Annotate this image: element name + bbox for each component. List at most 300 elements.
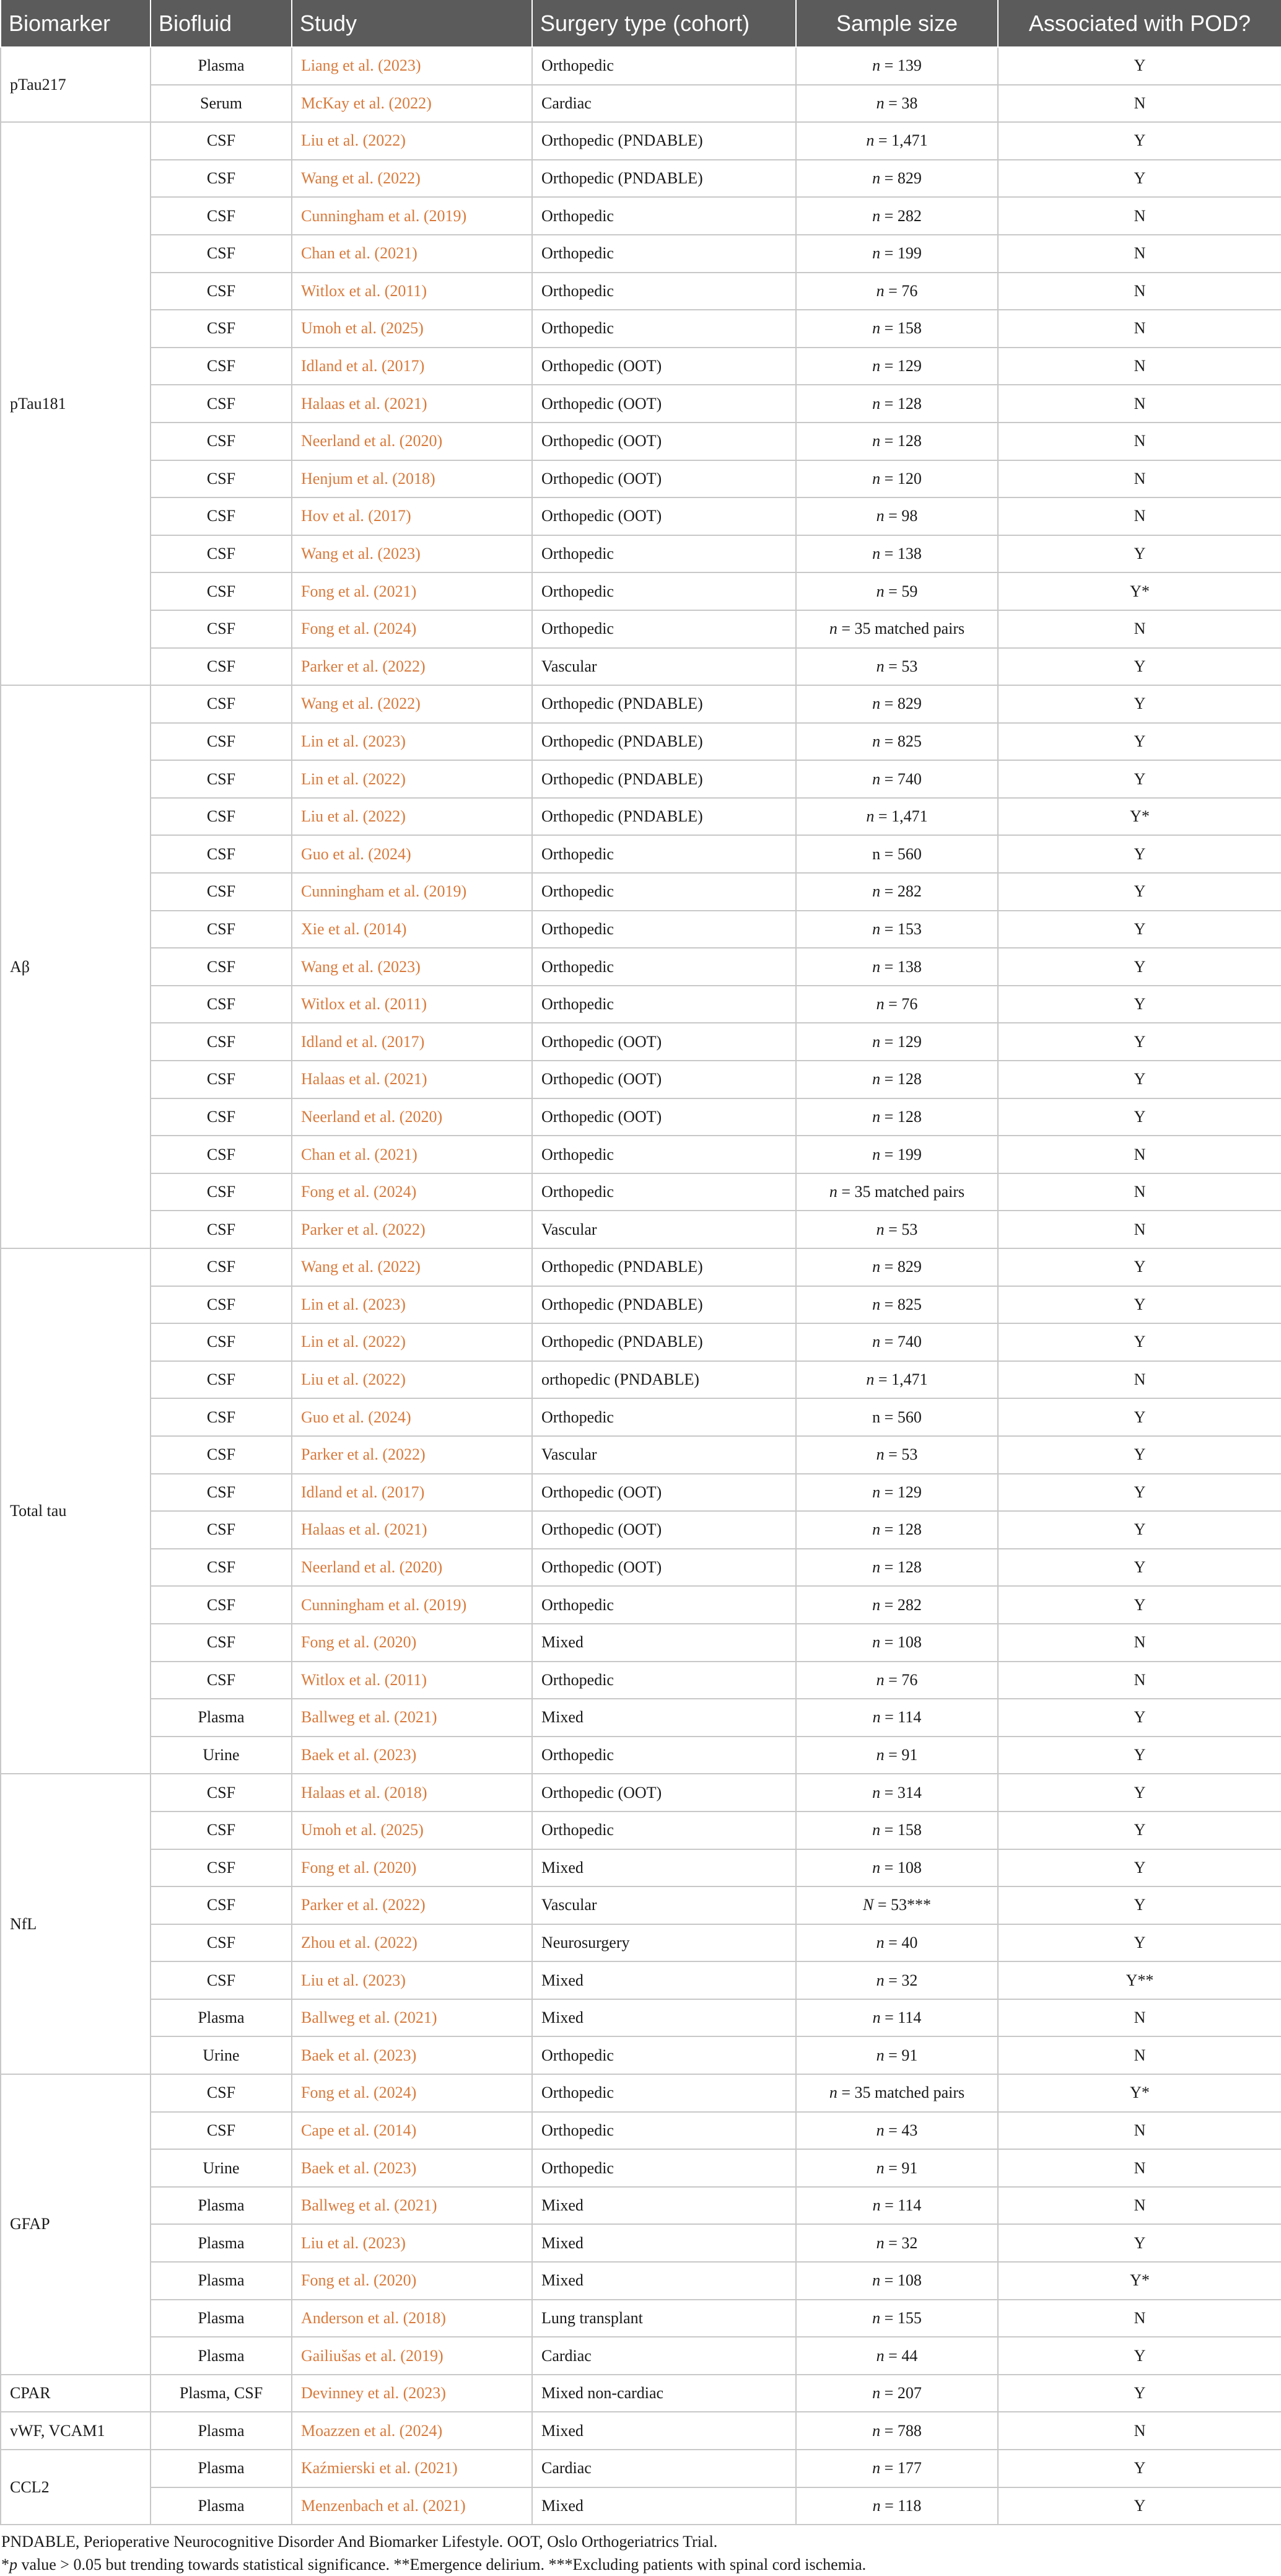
study-link[interactable]: Guo et al. (2024) — [292, 1398, 532, 1436]
table-row — [1, 1961, 1281, 1999]
pod-association-cell: Y — [998, 1774, 1281, 1812]
biofluid-cell: Serum — [151, 85, 292, 123]
pod-association-cell: Y — [998, 723, 1281, 761]
surgery-type-cell: Mixed — [532, 2224, 796, 2262]
study-link[interactable]: Chan et al. (2021) — [292, 235, 532, 273]
surgery-type-cell: Orthopedic — [532, 1737, 796, 1774]
biofluid-cell: CSF — [151, 1211, 292, 1248]
surgery-type-cell: Orthopedic — [532, 610, 796, 648]
table-row — [1, 1361, 1281, 1399]
study-link[interactable]: Fong et al. (2020) — [292, 1849, 532, 1887]
sample-size-cell: n = 177 — [796, 2450, 998, 2487]
pod-association-cell: Y — [998, 1248, 1281, 1286]
pod-association-cell: Y** — [998, 1961, 1281, 1999]
pod-association-cell: N — [998, 2187, 1281, 2225]
biomarker-cell: pTau217 — [1, 47, 151, 122]
sample-size-cell: n = 32 — [796, 2224, 998, 2262]
table-row — [1, 2112, 1281, 2150]
table-row — [1, 2337, 1281, 2375]
study-link[interactable]: Cunningham et al. (2019) — [292, 873, 532, 911]
pod-association-cell: Y — [998, 2450, 1281, 2487]
surgery-type-cell: Orthopedic — [532, 1812, 796, 1849]
study-link[interactable]: Liu et al. (2022) — [292, 1361, 532, 1399]
table-row — [1, 2036, 1281, 2074]
study-link[interactable]: Liu et al. (2023) — [292, 2224, 532, 2262]
surgery-type-cell: Orthopedic — [532, 2149, 796, 2187]
biomarker-cell: NfL — [1, 1774, 151, 2074]
study-link[interactable]: Fong et al. (2024) — [292, 1173, 532, 1211]
biofluid-cell: CSF — [151, 648, 292, 686]
biofluid-cell: CSF — [151, 273, 292, 310]
surgery-type-cell: Orthopedic (OOT) — [532, 1098, 796, 1136]
surgery-type-cell: Mixed — [532, 2262, 796, 2300]
table-row — [1, 1286, 1281, 1324]
pod-association-cell: Y — [998, 1586, 1281, 1624]
table-row — [1, 235, 1281, 273]
biofluid-cell: CSF — [151, 1286, 292, 1324]
biofluid-cell: Plasma — [151, 47, 292, 85]
study-link[interactable]: Fong et al. (2020) — [292, 2262, 532, 2300]
pod-association-cell: Y* — [998, 2074, 1281, 2112]
table-row — [1, 273, 1281, 310]
biomarker-cell: vWF, VCAM1 — [1, 2412, 151, 2450]
table-row — [1, 1812, 1281, 1849]
study-link[interactable]: Moazzen et al. (2024) — [292, 2412, 532, 2450]
surgery-type-cell: Orthopedic — [532, 986, 796, 1023]
pod-association-cell: Y — [998, 1886, 1281, 1924]
pod-association-cell: N — [998, 197, 1281, 235]
table-row — [1, 1398, 1281, 1436]
study-link[interactable]: Witlox et al. (2011) — [292, 1662, 532, 1699]
pod-association-cell: N — [998, 497, 1281, 535]
study-link[interactable]: Liu et al. (2022) — [292, 122, 532, 160]
sample-size-cell: n = 158 — [796, 310, 998, 348]
sample-size-cell: n = 560 — [796, 1398, 998, 1436]
surgery-type-cell: orthopedic (PNDABLE) — [532, 1361, 796, 1399]
biofluid-cell: CSF — [151, 1961, 292, 1999]
pod-association-cell: N — [998, 1624, 1281, 1662]
sample-size-cell: N = 53*** — [796, 1886, 998, 1924]
table-body — [1, 47, 1281, 2525]
sample-size-cell: n = 825 — [796, 723, 998, 761]
study-link[interactable]: Ballweg et al. (2021) — [292, 1699, 532, 1737]
surgery-type-cell: Orthopedic — [532, 572, 796, 610]
study-link[interactable]: Neerland et al. (2020) — [292, 1549, 532, 1587]
biofluid-cell: CSF — [151, 948, 292, 986]
study-link[interactable]: Hov et al. (2017) — [292, 497, 532, 535]
table-row — [1, 535, 1281, 573]
sample-size-cell: n = 199 — [796, 1136, 998, 1173]
table-row — [1, 1474, 1281, 1512]
table-row — [1, 1211, 1281, 1248]
biofluid-cell: Plasma — [151, 2187, 292, 2225]
header-associated-pod: Associated with POD? — [998, 0, 1281, 47]
pod-association-cell: N — [998, 423, 1281, 460]
table-row — [1, 1886, 1281, 1924]
surgery-type-cell: Orthopedic — [532, 2036, 796, 2074]
sample-size-cell: n = 35 matched pairs — [796, 2074, 998, 2112]
biomarker-cell: Aβ — [1, 685, 151, 1248]
biofluid-cell: Plasma — [151, 2224, 292, 2262]
surgery-type-cell: Orthopedic (OOT) — [532, 1774, 796, 1812]
surgery-type-cell: Orthopedic (OOT) — [532, 1061, 796, 1098]
surgery-type-cell: Orthopedic — [532, 1136, 796, 1173]
study-link[interactable]: Fong et al. (2024) — [292, 2074, 532, 2112]
sample-size-cell: n = 825 — [796, 1286, 998, 1324]
study-link[interactable]: Kaźmierski et al. (2021) — [292, 2450, 532, 2487]
pod-association-cell: Y — [998, 1098, 1281, 1136]
pod-association-cell: Y — [998, 1286, 1281, 1324]
table-row — [1, 873, 1281, 911]
table-row — [1, 760, 1281, 798]
sample-size-cell: n = 158 — [796, 1812, 998, 1849]
surgery-type-cell: Mixed — [532, 1999, 796, 2037]
sample-size-cell: n = 120 — [796, 460, 998, 498]
biofluid-cell: CSF — [151, 1849, 292, 1887]
pod-association-cell: Y — [998, 873, 1281, 911]
table-row — [1, 1023, 1281, 1061]
surgery-type-cell: Orthopedic — [532, 2074, 796, 2112]
surgery-type-cell: Orthopedic — [532, 948, 796, 986]
surgery-type-cell: Orthopedic (OOT) — [532, 1023, 796, 1061]
biofluid-cell: CSF — [151, 572, 292, 610]
table-row — [1, 1699, 1281, 1737]
study-link[interactable]: Ballweg et al. (2021) — [292, 1999, 532, 2037]
table-row — [1, 2187, 1281, 2225]
sample-size-cell: n = 207 — [796, 2375, 998, 2412]
sample-size-cell: n = 740 — [796, 760, 998, 798]
study-link[interactable]: Halaas et al. (2021) — [292, 1511, 532, 1549]
study-link[interactable]: Chan et al. (2021) — [292, 1136, 532, 1173]
pod-association-cell: N — [998, 1662, 1281, 1699]
pod-association-cell: Y — [998, 1812, 1281, 1849]
biofluid-cell: CSF — [151, 122, 292, 160]
study-link[interactable]: Neerland et al. (2020) — [292, 423, 532, 460]
study-link[interactable]: Witlox et al. (2011) — [292, 273, 532, 310]
sample-size-cell: n = 118 — [796, 2487, 998, 2525]
pod-association-cell: Y — [998, 1924, 1281, 1962]
pod-association-cell: N — [998, 2112, 1281, 2150]
biofluid-cell: CSF — [151, 2112, 292, 2150]
study-link[interactable]: Halaas et al. (2021) — [292, 1061, 532, 1098]
table-row — [1, 2412, 1281, 2450]
header-study: Study — [292, 0, 532, 47]
surgery-type-cell: Orthopedic (OOT) — [532, 385, 796, 423]
sample-size-cell: n = 129 — [796, 1474, 998, 1512]
pod-association-cell: Y — [998, 948, 1281, 986]
surgery-type-cell: Orthopedic — [532, 1173, 796, 1211]
study-link[interactable]: Wang et al. (2023) — [292, 948, 532, 986]
study-link[interactable]: Devinney et al. (2023) — [292, 2375, 532, 2412]
table-row — [1, 1662, 1281, 1699]
sample-size-cell: n = 53 — [796, 1211, 998, 1248]
surgery-type-cell: Orthopedic — [532, 1398, 796, 1436]
table-row — [1, 385, 1281, 423]
surgery-type-cell: Vascular — [532, 1886, 796, 1924]
study-link[interactable]: Wang et al. (2023) — [292, 535, 532, 573]
table-row — [1, 160, 1281, 198]
surgery-type-cell: Orthopedic — [532, 2112, 796, 2150]
biomarker-cell: Total tau — [1, 1248, 151, 1774]
table-row — [1, 685, 1281, 723]
surgery-type-cell: Orthopedic — [532, 273, 796, 310]
study-link[interactable]: Anderson et al. (2018) — [292, 2300, 532, 2337]
surgery-type-cell: Orthopedic (PNDABLE) — [532, 1286, 796, 1324]
surgery-type-cell: Cardiac — [532, 2337, 796, 2375]
sample-size-cell: n = 114 — [796, 1999, 998, 2037]
study-link[interactable]: Zhou et al. (2022) — [292, 1924, 532, 1962]
study-link[interactable]: Fong et al. (2024) — [292, 610, 532, 648]
table-row — [1, 1323, 1281, 1361]
table-row — [1, 835, 1281, 873]
sample-size-cell: n = 114 — [796, 2187, 998, 2225]
surgery-type-cell: Orthopedic (PNDABLE) — [532, 723, 796, 761]
biomarker-cell: pTau181 — [1, 122, 151, 685]
surgery-type-cell: Orthopedic (PNDABLE) — [532, 160, 796, 198]
pod-association-cell: Y — [998, 1511, 1281, 1549]
study-link[interactable]: Wang et al. (2022) — [292, 1248, 532, 1286]
header-sample-size: Sample size — [796, 0, 998, 47]
biofluid-cell: CSF — [151, 1173, 292, 1211]
study-link[interactable]: Lin et al. (2023) — [292, 1286, 532, 1324]
biomarker-cell: CCL2 — [1, 2450, 151, 2525]
sample-size-cell: n = 829 — [796, 685, 998, 723]
sample-size-cell: n = 740 — [796, 1323, 998, 1361]
table-row — [1, 2300, 1281, 2337]
pod-association-cell: Y — [998, 535, 1281, 573]
study-link[interactable]: Umoh et al. (2025) — [292, 310, 532, 348]
sample-size-cell: n = 128 — [796, 385, 998, 423]
biofluid-cell: Plasma — [151, 2412, 292, 2450]
sample-size-cell: n = 129 — [796, 1023, 998, 1061]
pod-association-cell: Y — [998, 2337, 1281, 2375]
table-row — [1, 1999, 1281, 2037]
sample-size-cell: n = 788 — [796, 2412, 998, 2450]
sample-size-cell: n = 76 — [796, 273, 998, 310]
footnote-significance: *p value > 0.05 but trending towards statistical significance. **Emergence delirium. ***Excluding patients with spinal cord ischemia. — [1, 2556, 867, 2574]
biomarker-cell: GFAP — [1, 2074, 151, 2375]
surgery-type-cell: Mixed — [532, 1849, 796, 1887]
study-link[interactable]: Neerland et al. (2020) — [292, 1098, 532, 1136]
biomarker-cell: CPAR — [1, 2375, 151, 2412]
biofluid-cell: CSF — [151, 1886, 292, 1924]
study-link[interactable]: Liang et al. (2023) — [292, 47, 532, 85]
biofluid-cell: CSF — [151, 610, 292, 648]
pod-association-cell: Y — [998, 160, 1281, 198]
surgery-type-cell: Neurosurgery — [532, 1924, 796, 1962]
surgery-type-cell: Orthopedic (OOT) — [532, 348, 796, 385]
biofluid-cell: CSF — [151, 1586, 292, 1624]
pod-association-cell: Y — [998, 986, 1281, 1023]
table-row — [1, 497, 1281, 535]
surgery-type-cell: Orthopedic (PNDABLE) — [532, 122, 796, 160]
study-link[interactable]: Guo et al. (2024) — [292, 835, 532, 873]
pod-association-cell: N — [998, 1999, 1281, 2037]
surgery-type-cell: Orthopedic (PNDABLE) — [532, 685, 796, 723]
surgery-type-cell: Mixed — [532, 1699, 796, 1737]
surgery-type-cell: Orthopedic — [532, 535, 796, 573]
table-row — [1, 723, 1281, 761]
study-link[interactable]: Cunningham et al. (2019) — [292, 1586, 532, 1624]
sample-size-cell: n = 32 — [796, 1961, 998, 1999]
biofluid-cell: CSF — [151, 1662, 292, 1699]
biofluid-cell: CSF — [151, 1061, 292, 1098]
pod-association-cell: Y — [998, 2487, 1281, 2525]
study-link[interactable]: Baek et al. (2023) — [292, 2149, 532, 2187]
header-biofluid: Biofluid — [151, 0, 292, 47]
biofluid-cell: CSF — [151, 723, 292, 761]
pod-association-cell: N — [998, 310, 1281, 348]
study-link[interactable]: Wang et al. (2022) — [292, 685, 532, 723]
biofluid-cell: CSF — [151, 1361, 292, 1399]
study-link[interactable]: Idland et al. (2017) — [292, 1474, 532, 1512]
biofluid-cell: Plasma — [151, 1699, 292, 1737]
table-row — [1, 1549, 1281, 1587]
biofluid-cell: CSF — [151, 1436, 292, 1474]
study-link[interactable]: Cape et al. (2014) — [292, 2112, 532, 2150]
study-link[interactable]: Baek et al. (2023) — [292, 2036, 532, 2074]
sample-size-cell: n = 53 — [796, 1436, 998, 1474]
pod-association-cell: N — [998, 385, 1281, 423]
sample-size-cell: n = 53 — [796, 648, 998, 686]
surgery-type-cell: Orthopedic — [532, 197, 796, 235]
biofluid-cell: CSF — [151, 1323, 292, 1361]
study-link[interactable]: Cunningham et al. (2019) — [292, 197, 532, 235]
biofluid-cell: CSF — [151, 1924, 292, 1962]
biofluid-cell: CSF — [151, 385, 292, 423]
table-row — [1, 1173, 1281, 1211]
study-link[interactable]: Parker et al. (2022) — [292, 648, 532, 686]
table-row — [1, 423, 1281, 460]
study-link[interactable]: Halaas et al. (2021) — [292, 385, 532, 423]
footnote-abbreviations: PNDABLE, Perioperative Neurocognitive Disorder And Biomarker Lifestyle. OOT, Oslo Orthogeriatrics Trial. — [1, 2533, 718, 2551]
table-row — [1, 572, 1281, 610]
sample-size-cell: n = 314 — [796, 1774, 998, 1812]
surgery-type-cell: Orthopedic — [532, 873, 796, 911]
surgery-type-cell: Orthopedic (OOT) — [532, 423, 796, 460]
biofluid-cell: CSF — [151, 685, 292, 723]
study-link[interactable]: Lin et al. (2023) — [292, 723, 532, 761]
sample-size-cell: n = 91 — [796, 1737, 998, 1774]
study-link[interactable]: Lin et al. (2022) — [292, 760, 532, 798]
study-link[interactable]: Parker et al. (2022) — [292, 1211, 532, 1248]
surgery-type-cell: Orthopedic (OOT) — [532, 1511, 796, 1549]
table-row — [1, 1924, 1281, 1962]
surgery-type-cell: Orthopedic — [532, 310, 796, 348]
biofluid-cell: CSF — [151, 160, 292, 198]
sample-size-cell: n = 128 — [796, 423, 998, 460]
table-row — [1, 1098, 1281, 1136]
table-row — [1, 2375, 1281, 2412]
biofluid-cell: CSF — [151, 1023, 292, 1061]
study-link[interactable]: Baek et al. (2023) — [292, 1737, 532, 1774]
header-surgery-type: Surgery type (cohort) — [532, 0, 796, 47]
table-row — [1, 1511, 1281, 1549]
table-row — [1, 310, 1281, 348]
pod-association-cell: Y — [998, 1398, 1281, 1436]
pod-association-cell: N — [998, 273, 1281, 310]
biofluid-cell: CSF — [151, 1136, 292, 1173]
header-biomarker: Biomarker — [1, 0, 151, 47]
sample-size-cell: n = 114 — [796, 1699, 998, 1737]
biofluid-cell: Urine — [151, 2036, 292, 2074]
table-row — [1, 1586, 1281, 1624]
study-link[interactable]: Liu et al. (2022) — [292, 798, 532, 836]
sample-size-cell: n = 560 — [796, 835, 998, 873]
sample-size-cell: n = 40 — [796, 1924, 998, 1962]
study-link[interactable]: Ballweg et al. (2021) — [292, 2187, 532, 2225]
pod-association-cell: Y — [998, 835, 1281, 873]
biofluid-cell: CSF — [151, 1774, 292, 1812]
surgery-type-cell: Mixed — [532, 1961, 796, 1999]
study-link[interactable]: Menzenbach et al. (2021) — [292, 2487, 532, 2525]
pod-association-cell: Y* — [998, 2262, 1281, 2300]
study-link[interactable]: Lin et al. (2022) — [292, 1323, 532, 1361]
biofluid-cell: Plasma — [151, 2450, 292, 2487]
pod-association-cell: Y* — [998, 572, 1281, 610]
sample-size-cell: n = 108 — [796, 1849, 998, 1887]
table-row — [1, 986, 1281, 1023]
surgery-type-cell: Orthopedic (PNDABLE) — [532, 1323, 796, 1361]
pod-association-cell: Y — [998, 685, 1281, 723]
pod-association-cell: N — [998, 1361, 1281, 1399]
pod-association-cell: N — [998, 85, 1281, 123]
study-link[interactable]: Witlox et al. (2011) — [292, 986, 532, 1023]
study-link[interactable]: Liu et al. (2023) — [292, 1961, 532, 1999]
study-link[interactable]: Halaas et al. (2018) — [292, 1774, 532, 1812]
surgery-type-cell: Orthopedic — [532, 1586, 796, 1624]
biofluid-cell: CSF — [151, 1398, 292, 1436]
study-link[interactable]: Fong et al. (2020) — [292, 1624, 532, 1662]
study-link[interactable]: Idland et al. (2017) — [292, 1023, 532, 1061]
study-link[interactable]: Henjum et al. (2018) — [292, 460, 532, 498]
biofluid-cell: CSF — [151, 835, 292, 873]
table-row — [1, 197, 1281, 235]
table-row — [1, 610, 1281, 648]
study-link[interactable]: Fong et al. (2021) — [292, 572, 532, 610]
study-link[interactable]: Umoh et al. (2025) — [292, 1812, 532, 1849]
pod-association-cell: Y — [998, 911, 1281, 948]
biofluid-cell: CSF — [151, 1812, 292, 1849]
study-link[interactable]: Wang et al. (2022) — [292, 160, 532, 198]
surgery-type-cell: Orthopedic (OOT) — [532, 497, 796, 535]
study-link[interactable]: McKay et al. (2022) — [292, 85, 532, 123]
table-row — [1, 1136, 1281, 1173]
sample-size-cell: n = 43 — [796, 2112, 998, 2150]
table-row — [1, 2262, 1281, 2300]
sample-size-cell: n = 282 — [796, 873, 998, 911]
sample-size-cell: n = 829 — [796, 160, 998, 198]
biofluid-cell: Urine — [151, 1737, 292, 1774]
study-link[interactable]: Gailiušas et al. (2019) — [292, 2337, 532, 2375]
table-row — [1, 948, 1281, 986]
sample-size-cell: n = 35 matched pairs — [796, 610, 998, 648]
surgery-type-cell: Orthopedic — [532, 47, 796, 85]
table-row — [1, 648, 1281, 686]
pod-association-cell: Y — [998, 1699, 1281, 1737]
table-row — [1, 1061, 1281, 1098]
study-link[interactable]: Xie et al. (2014) — [292, 911, 532, 948]
study-link[interactable]: Parker et al. (2022) — [292, 1436, 532, 1474]
surgery-type-cell: Orthopedic (OOT) — [532, 1549, 796, 1587]
pod-association-cell: Y — [998, 1023, 1281, 1061]
pod-association-cell: N — [998, 1211, 1281, 1248]
surgery-type-cell: Orthopedic (PNDABLE) — [532, 798, 796, 836]
table-row — [1, 2450, 1281, 2487]
study-link[interactable]: Parker et al. (2022) — [292, 1886, 532, 1924]
pod-association-cell: N — [998, 348, 1281, 385]
study-link[interactable]: Idland et al. (2017) — [292, 348, 532, 385]
